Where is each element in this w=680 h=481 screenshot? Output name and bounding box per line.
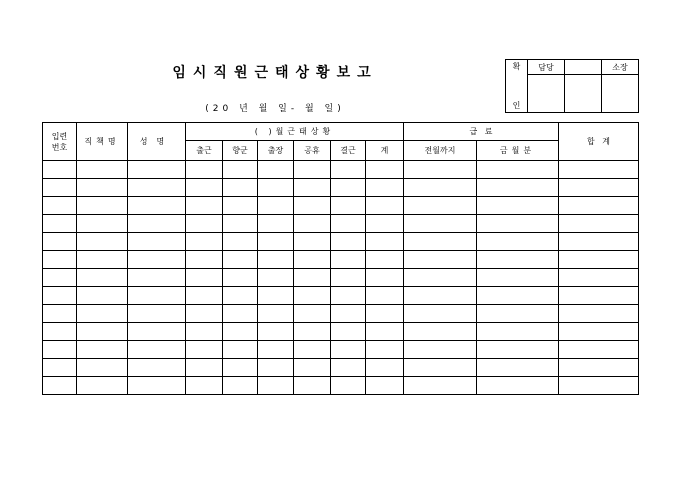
table-cell[interactable] xyxy=(294,287,331,305)
table-cell[interactable] xyxy=(404,215,477,233)
table-cell[interactable] xyxy=(477,287,559,305)
table-cell[interactable] xyxy=(331,215,366,233)
table-cell[interactable] xyxy=(186,305,223,323)
header-col-trip: 출장 xyxy=(258,141,294,161)
header-row-1 xyxy=(43,123,639,141)
table-cell[interactable] xyxy=(186,287,223,305)
table-cell[interactable] xyxy=(223,233,258,251)
table-row xyxy=(43,161,639,179)
table-cell[interactable] xyxy=(477,215,559,233)
table-cell[interactable] xyxy=(366,179,404,197)
header-col-prev-month: 전월까지 xyxy=(404,141,477,161)
table-cell[interactable] xyxy=(223,197,258,215)
table-cell[interactable] xyxy=(404,161,477,179)
table-cell[interactable] xyxy=(331,287,366,305)
table-cell[interactable] xyxy=(477,269,559,287)
table-cell[interactable] xyxy=(559,377,639,395)
table-cell[interactable] xyxy=(366,197,404,215)
table-cell[interactable] xyxy=(186,359,223,377)
header-salary: 급 료 xyxy=(404,123,559,141)
table-cell[interactable] xyxy=(77,233,128,251)
table-row xyxy=(43,323,639,341)
table-cell[interactable] xyxy=(128,359,186,377)
table-cell[interactable] xyxy=(128,233,186,251)
approval-box xyxy=(505,59,639,113)
header-entry-number: 입련 번호 xyxy=(43,123,77,161)
table-cell[interactable] xyxy=(559,323,639,341)
table-cell[interactable] xyxy=(186,377,223,395)
table-row xyxy=(43,233,639,251)
table-cell[interactable] xyxy=(43,323,77,341)
table-row xyxy=(43,215,639,233)
table-cell[interactable] xyxy=(331,269,366,287)
table-cell[interactable] xyxy=(477,323,559,341)
table-cell[interactable] xyxy=(128,377,186,395)
table-cell[interactable] xyxy=(366,161,404,179)
table-row xyxy=(43,287,639,305)
table-cell[interactable] xyxy=(128,287,186,305)
report-period: (20 년 월 일- 월 일) xyxy=(205,104,345,114)
table-cell[interactable] xyxy=(223,251,258,269)
approval-header-blank xyxy=(565,60,602,75)
table-row xyxy=(43,179,639,197)
table-cell[interactable] xyxy=(77,323,128,341)
table-cell[interactable] xyxy=(77,269,128,287)
header-col-attend: 출근 xyxy=(186,141,223,161)
table-cell[interactable] xyxy=(294,251,331,269)
table-cell[interactable] xyxy=(366,269,404,287)
approval-header-manager: 담당 xyxy=(528,60,565,75)
table-cell[interactable] xyxy=(43,179,77,197)
table-cell[interactable] xyxy=(366,341,404,359)
table-cell[interactable] xyxy=(559,161,639,179)
approval-header-director: 소장 xyxy=(602,60,639,75)
table-cell[interactable] xyxy=(477,341,559,359)
table-cell[interactable] xyxy=(77,179,128,197)
table-cell[interactable] xyxy=(186,251,223,269)
table-cell[interactable] xyxy=(331,359,366,377)
table-cell[interactable] xyxy=(559,179,639,197)
table-cell[interactable] xyxy=(128,269,186,287)
table-cell[interactable] xyxy=(404,233,477,251)
table-cell[interactable] xyxy=(186,341,223,359)
table-cell[interactable] xyxy=(331,197,366,215)
table-cell[interactable] xyxy=(258,359,294,377)
table-cell[interactable] xyxy=(43,251,77,269)
table-cell[interactable] xyxy=(258,215,294,233)
table-cell[interactable] xyxy=(559,269,639,287)
table-cell[interactable] xyxy=(128,251,186,269)
table-cell[interactable] xyxy=(559,251,639,269)
table-cell[interactable] xyxy=(366,287,404,305)
table-cell[interactable] xyxy=(294,305,331,323)
table-cell[interactable] xyxy=(404,359,477,377)
table-cell[interactable] xyxy=(477,233,559,251)
table-cell[interactable] xyxy=(43,377,77,395)
attendance-table xyxy=(42,122,639,395)
table-cell[interactable] xyxy=(77,251,128,269)
table-cell[interactable] xyxy=(223,359,258,377)
table-cell[interactable] xyxy=(559,197,639,215)
table-cell[interactable] xyxy=(294,269,331,287)
table-cell[interactable] xyxy=(223,287,258,305)
table-cell[interactable] xyxy=(477,305,559,323)
form-title: 임시직원근태상황보고 xyxy=(172,65,378,81)
table-cell[interactable] xyxy=(77,359,128,377)
table-cell[interactable] xyxy=(128,323,186,341)
table-cell[interactable] xyxy=(223,305,258,323)
table-cell[interactable] xyxy=(294,359,331,377)
table-cell[interactable] xyxy=(258,305,294,323)
table-cell[interactable] xyxy=(477,359,559,377)
table-cell[interactable] xyxy=(77,341,128,359)
table-cell[interactable] xyxy=(223,377,258,395)
table-cell[interactable] xyxy=(366,323,404,341)
table-cell[interactable] xyxy=(43,305,77,323)
table-cell[interactable] xyxy=(223,323,258,341)
table-cell[interactable] xyxy=(223,161,258,179)
table-cell[interactable] xyxy=(559,287,639,305)
table-cell[interactable] xyxy=(294,377,331,395)
table-cell[interactable] xyxy=(43,341,77,359)
table-cell[interactable] xyxy=(477,161,559,179)
table-cell[interactable] xyxy=(477,251,559,269)
table-cell[interactable] xyxy=(258,197,294,215)
approval-side-label xyxy=(506,60,528,113)
approval-side-bottom: 인 xyxy=(512,101,521,110)
approval-sign-blank[interactable] xyxy=(565,75,602,113)
header-col-this-month: 금월분 xyxy=(477,141,559,161)
table-cell[interactable] xyxy=(43,215,77,233)
header-col-absent: 결근 xyxy=(331,141,366,161)
table-body xyxy=(43,161,639,395)
table-cell[interactable] xyxy=(43,269,77,287)
header-col-reserve: 향군 xyxy=(223,141,258,161)
table-cell[interactable] xyxy=(186,161,223,179)
table-cell[interactable] xyxy=(294,323,331,341)
table-cell[interactable] xyxy=(404,197,477,215)
table-cell[interactable] xyxy=(258,377,294,395)
table-cell[interactable] xyxy=(43,161,77,179)
table-cell[interactable] xyxy=(366,251,404,269)
table-cell[interactable] xyxy=(331,179,366,197)
table-cell[interactable] xyxy=(223,215,258,233)
table-cell[interactable] xyxy=(294,341,331,359)
table-cell[interactable] xyxy=(331,341,366,359)
table-cell[interactable] xyxy=(477,179,559,197)
table-cell[interactable] xyxy=(404,323,477,341)
table-cell[interactable] xyxy=(43,287,77,305)
table-cell[interactable] xyxy=(331,233,366,251)
table-cell[interactable] xyxy=(77,287,128,305)
table-cell[interactable] xyxy=(559,359,639,377)
header-col-holiday: 공휴 xyxy=(294,141,331,161)
table-cell[interactable] xyxy=(366,215,404,233)
table-cell[interactable] xyxy=(258,323,294,341)
table-cell[interactable] xyxy=(258,341,294,359)
header-col-subtotal: 계 xyxy=(366,141,404,161)
table-cell[interactable] xyxy=(404,377,477,395)
table-cell[interactable] xyxy=(366,305,404,323)
table-cell[interactable] xyxy=(77,377,128,395)
table-cell[interactable] xyxy=(366,233,404,251)
header-name: 성명 xyxy=(128,123,186,161)
table-cell[interactable] xyxy=(77,197,128,215)
approval-side-top: 확 xyxy=(512,62,521,71)
table-cell[interactable] xyxy=(77,161,128,179)
approval-sign-director[interactable] xyxy=(602,75,639,113)
table-cell[interactable] xyxy=(294,161,331,179)
table-cell[interactable] xyxy=(404,269,477,287)
table-cell[interactable] xyxy=(128,161,186,179)
table-cell[interactable] xyxy=(294,179,331,197)
table-cell[interactable] xyxy=(294,215,331,233)
table-cell[interactable] xyxy=(128,305,186,323)
table-cell[interactable] xyxy=(128,197,186,215)
table-cell[interactable] xyxy=(366,377,404,395)
table-cell[interactable] xyxy=(366,359,404,377)
table-cell[interactable] xyxy=(186,197,223,215)
table-row xyxy=(43,359,639,377)
table-cell[interactable] xyxy=(77,305,128,323)
table-cell[interactable] xyxy=(331,161,366,179)
table-cell[interactable] xyxy=(77,215,128,233)
table-cell[interactable] xyxy=(404,287,477,305)
table-cell[interactable] xyxy=(43,359,77,377)
table-cell[interactable] xyxy=(223,179,258,197)
table-cell[interactable] xyxy=(477,197,559,215)
table-row xyxy=(43,341,639,359)
table-cell[interactable] xyxy=(559,233,639,251)
approval-sign-manager[interactable] xyxy=(528,75,565,113)
table-cell[interactable] xyxy=(404,179,477,197)
table-cell[interactable] xyxy=(186,215,223,233)
header-total: 합 계 xyxy=(559,123,639,161)
table-cell[interactable] xyxy=(258,179,294,197)
table-cell[interactable] xyxy=(331,251,366,269)
table-cell[interactable] xyxy=(43,233,77,251)
table-cell[interactable] xyxy=(223,341,258,359)
table-cell[interactable] xyxy=(404,305,477,323)
table-cell[interactable] xyxy=(258,233,294,251)
table-row xyxy=(43,197,639,215)
table-cell[interactable] xyxy=(331,323,366,341)
header-attendance-status: ( )월근태상황 xyxy=(186,123,404,141)
table-row xyxy=(43,377,639,395)
header-position: 직책명 xyxy=(77,123,128,161)
table-cell[interactable] xyxy=(186,323,223,341)
table-cell[interactable] xyxy=(477,377,559,395)
table-cell[interactable] xyxy=(258,269,294,287)
table-cell[interactable] xyxy=(404,341,477,359)
table-cell[interactable] xyxy=(331,305,366,323)
table-cell[interactable] xyxy=(223,269,258,287)
table-cell[interactable] xyxy=(186,233,223,251)
table-cell[interactable] xyxy=(258,161,294,179)
table-cell[interactable] xyxy=(258,287,294,305)
table-cell[interactable] xyxy=(186,179,223,197)
table-cell[interactable] xyxy=(186,269,223,287)
table-cell[interactable] xyxy=(294,233,331,251)
table-cell[interactable] xyxy=(559,305,639,323)
table-cell[interactable] xyxy=(294,197,331,215)
table-row xyxy=(43,251,639,269)
table-row xyxy=(43,269,639,287)
table-cell[interactable] xyxy=(559,341,639,359)
table-cell[interactable] xyxy=(258,251,294,269)
table-cell[interactable] xyxy=(43,197,77,215)
table-cell[interactable] xyxy=(128,179,186,197)
table-cell[interactable] xyxy=(128,341,186,359)
table-row xyxy=(43,305,639,323)
table-cell[interactable] xyxy=(559,215,639,233)
table-cell[interactable] xyxy=(404,251,477,269)
table-cell[interactable] xyxy=(128,215,186,233)
table-cell[interactable] xyxy=(331,377,366,395)
